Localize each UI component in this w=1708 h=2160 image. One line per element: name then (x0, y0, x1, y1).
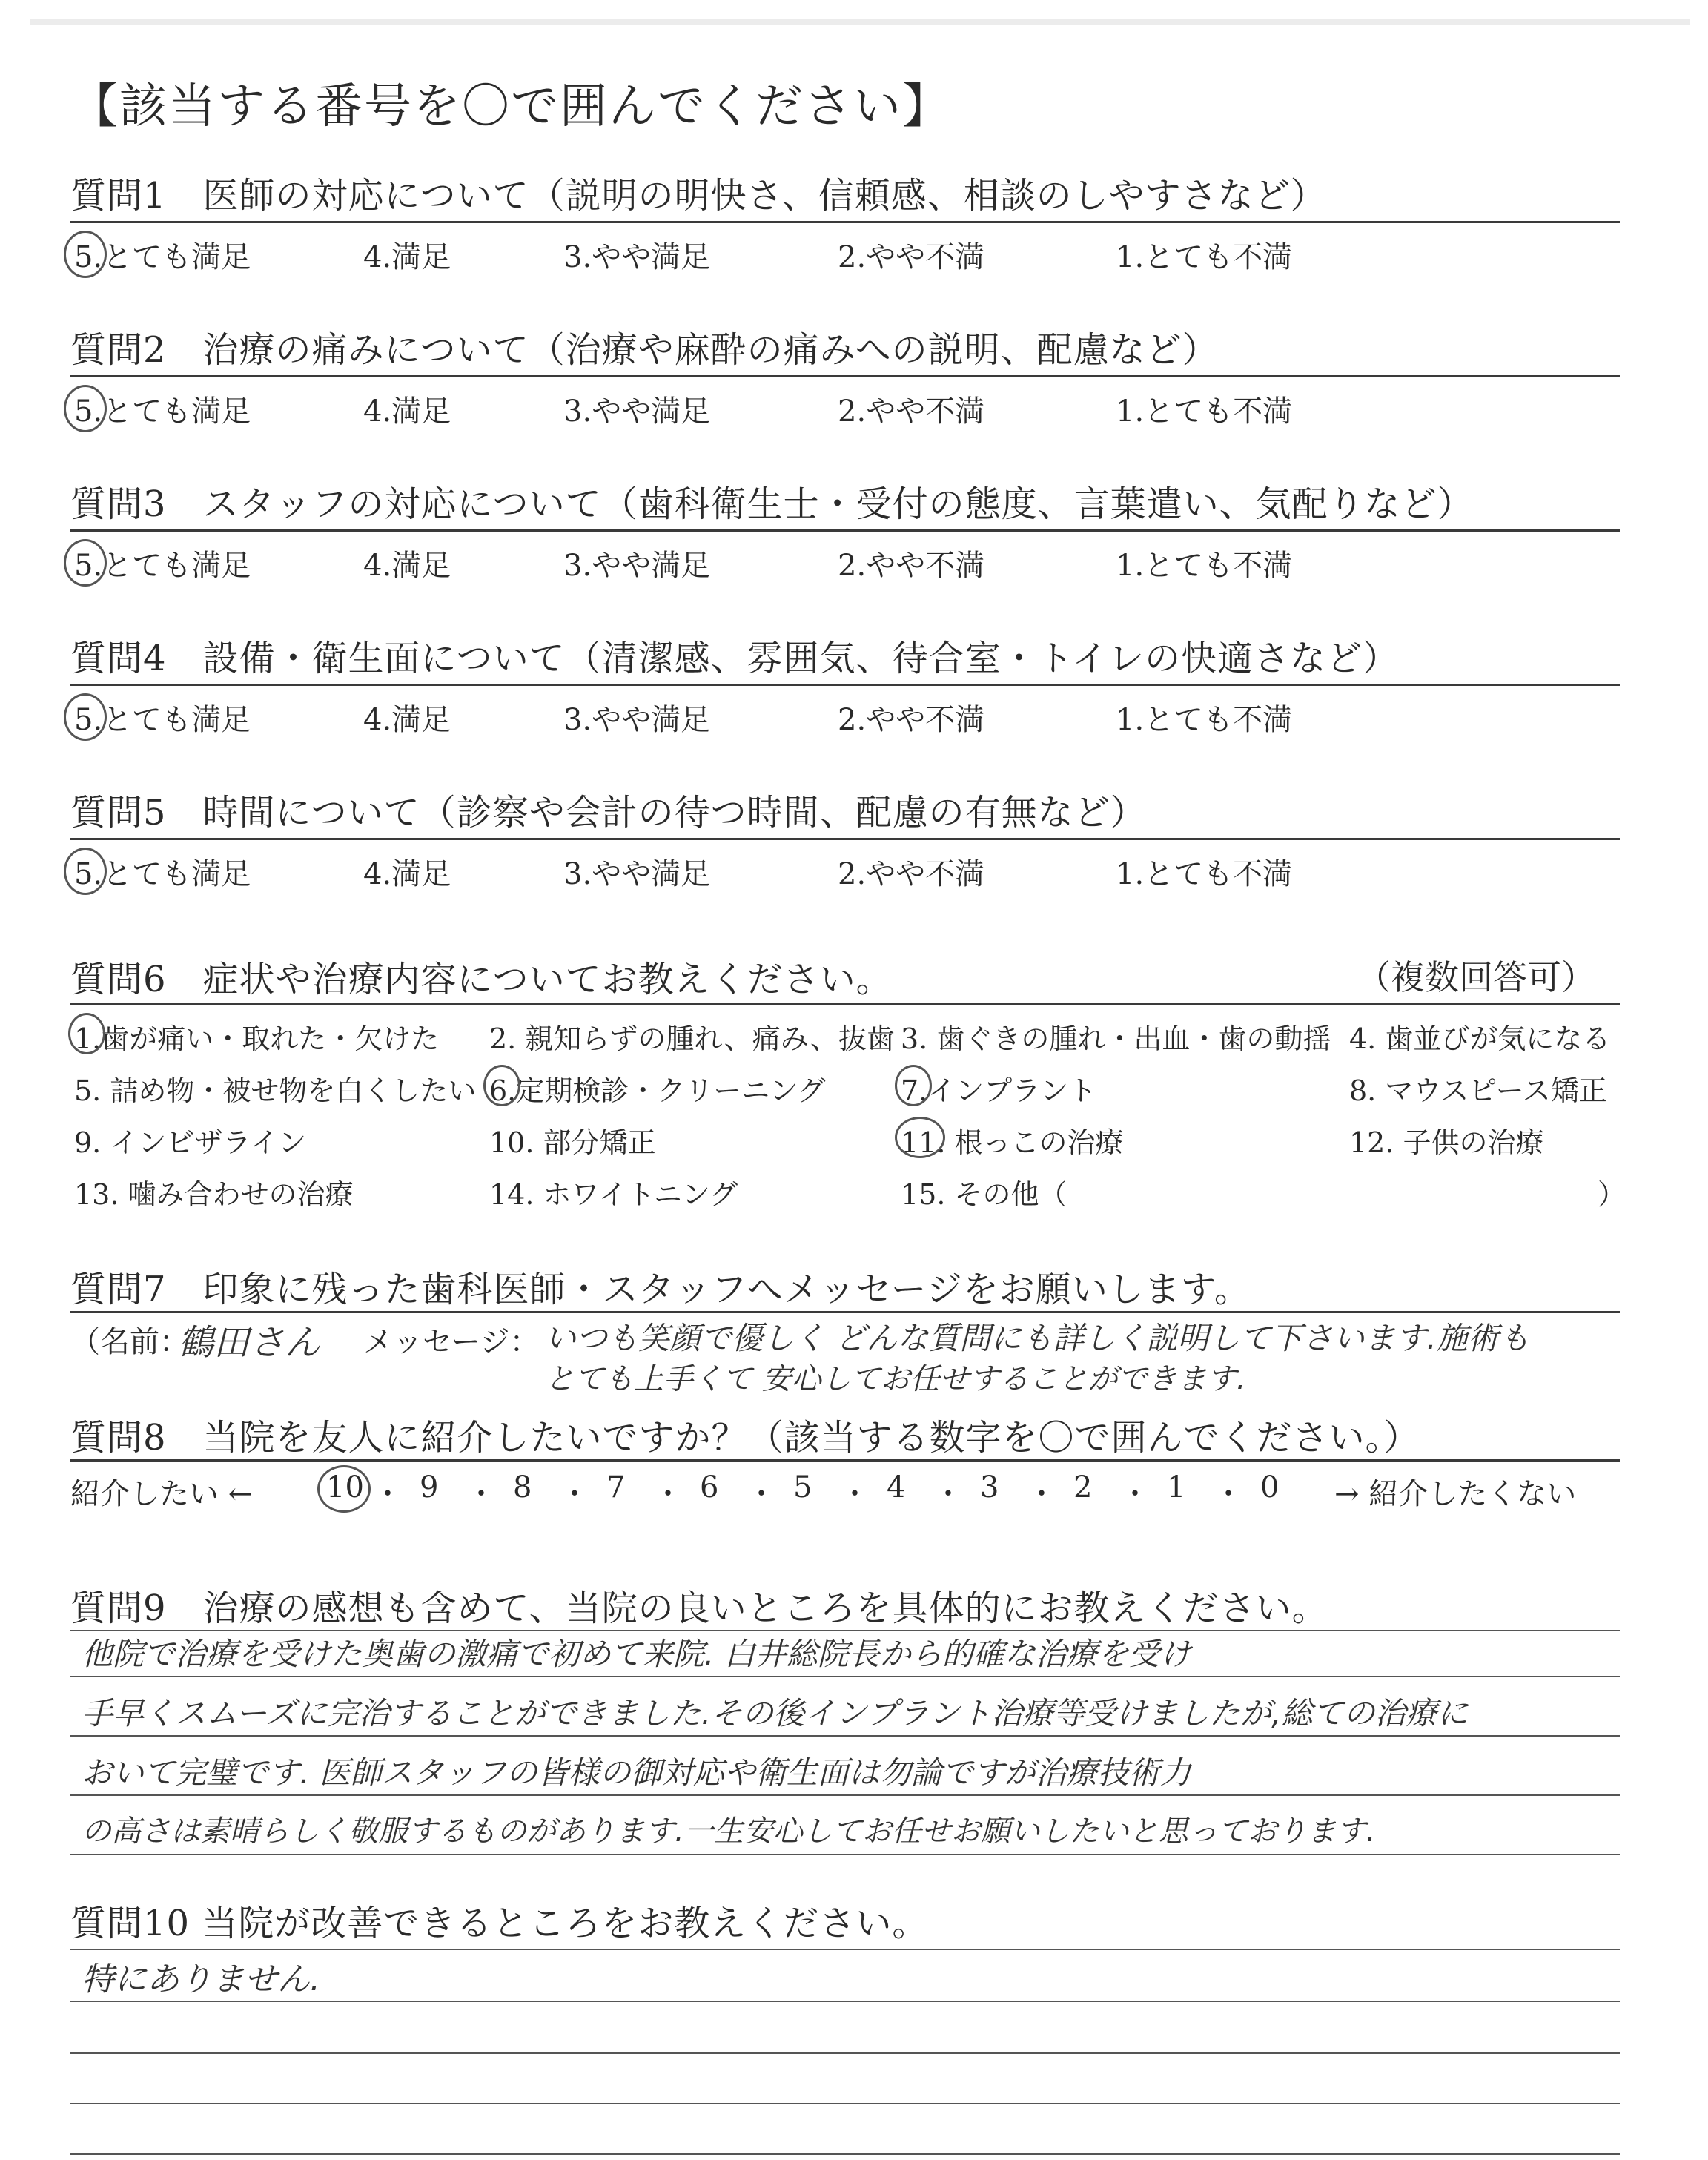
q3-option-2[interactable]: 2.やや不満 (838, 549, 985, 583)
q4-rule (70, 684, 1620, 686)
q6-option-7[interactable]: 7.インプラント (901, 1074, 1097, 1107)
q2-option-5[interactable]: 5.とても満足 (74, 394, 251, 429)
q6-option-8[interactable]: 8. マウスピース矯正 (1349, 1074, 1607, 1107)
page-heading: 【該当する番号を〇で囲んでください】 (70, 79, 951, 134)
q8-scale-5[interactable]: 5 (793, 1470, 812, 1505)
q8-scale-separator: ・ (840, 1477, 870, 1511)
q6-option-15[interactable]: 15. その他（ (901, 1178, 1068, 1211)
q7-message-label: メッセージ： (363, 1325, 540, 1359)
q7-name-value[interactable]: 鶴田さん (178, 1322, 321, 1364)
q9-line-4 (70, 1854, 1620, 1855)
q8-scale-separator: ・ (933, 1477, 963, 1511)
q5-option-2[interactable]: 2.やや不満 (838, 857, 985, 891)
q10-line-4 (70, 2103, 1620, 2104)
q4-option-1[interactable]: 1.とても不満 (1116, 703, 1293, 737)
q6-option-10[interactable]: 10. 部分矯正 (489, 1126, 656, 1159)
q1-option-2[interactable]: 2.やや不満 (838, 240, 985, 274)
q3-selection-circle (64, 539, 107, 587)
q2-selection-circle (64, 385, 107, 432)
q1-title: 質問1 医師の対応について（説明の明快さ、信頼感、相談のしやすさなど） (70, 175, 1327, 217)
q7-name-label: （名前： (70, 1325, 189, 1359)
q8-scale-separator: ・ (373, 1477, 403, 1511)
q2-option-3[interactable]: 3.やや満足 (563, 394, 711, 429)
q9-answer-line-2[interactable]: 手早くスムーズに完治することができました.その後インプラント治療等受けましたが,総ての治療に (82, 1695, 1469, 1731)
q6-option-3[interactable]: 3. 歯ぐきの腫れ・出血・歯の動揺 (901, 1023, 1331, 1055)
q8-scale-9[interactable]: 9 (420, 1470, 439, 1505)
q8-scale-3[interactable]: 3 (980, 1470, 999, 1505)
q8-scale-6[interactable]: 6 (700, 1470, 719, 1505)
q7-title: 質問7 印象に残った歯科医師・スタッフへメッセージをお願いします。 (70, 1269, 1251, 1310)
q5-option-3[interactable]: 3.やや満足 (563, 857, 711, 891)
q3-option-3[interactable]: 3.やや満足 (563, 549, 711, 583)
q8-scale-10[interactable]: 10 (326, 1470, 364, 1505)
q9-title: 質問9 治療の感想も含めて、当院の良いところを具体的にお教えください。 (70, 1588, 1328, 1629)
q3-option-4[interactable]: 4.満足 (363, 549, 451, 583)
q10-line-2 (70, 2001, 1620, 2002)
q9-top-rule (70, 1630, 1620, 1631)
q4-option-4[interactable]: 4.満足 (363, 703, 451, 737)
q8-scale-separator: ・ (747, 1477, 776, 1511)
q8-scale-separator: ・ (1027, 1477, 1056, 1511)
q5-option-4[interactable]: 4.満足 (363, 857, 451, 891)
q2-option-1[interactable]: 1.とても不満 (1116, 394, 1293, 429)
q2-option-2[interactable]: 2.やや不満 (838, 394, 985, 429)
q10-line-3 (70, 2052, 1620, 2054)
q3-rule (70, 529, 1620, 532)
q6-option-14[interactable]: 14. ホワイトニング (489, 1178, 738, 1211)
q6-selection-circle-6 (483, 1065, 520, 1106)
q3-title: 質問3 スタッフの対応について（歯科衛生士・受付の態度、言葉遣い、気配りなど） (70, 483, 1474, 525)
q8-left-label: 紹介したい ← (70, 1477, 254, 1511)
q4-option-3[interactable]: 3.やや満足 (563, 703, 711, 737)
q8-scale-0[interactable]: 0 (1260, 1470, 1280, 1505)
q6-option-11[interactable]: 11. 根っこの治療 (901, 1126, 1124, 1159)
q7-rule (70, 1311, 1620, 1313)
q2-title: 質問2 治療の痛みについて（治療や麻酔の痛みへの説明、配慮など） (70, 329, 1219, 371)
q1-option-4[interactable]: 4.満足 (363, 240, 451, 274)
top-edge (30, 19, 1690, 25)
q8-scale-separator: ・ (653, 1477, 683, 1511)
q9-line-1 (70, 1676, 1620, 1677)
q8-selection-circle (317, 1465, 371, 1513)
q8-scale-4[interactable]: 4 (887, 1470, 906, 1505)
q10-line-1 (70, 1949, 1620, 1950)
q3-option-5[interactable]: 5.とても満足 (74, 549, 251, 583)
q10-title: 質問10 当院が改善できるところをお教えください。 (70, 1903, 929, 1944)
q9-answer-line-4[interactable]: の高さは素晴らしく敬服するものがあります.一生安心してお任せお願いしたいと思っております. (82, 1814, 1376, 1849)
q5-rule (70, 838, 1620, 840)
q1-option-5[interactable]: 5.とても満足 (74, 240, 251, 274)
q6-title: 質問6 症状や治療内容についてお教えください。 (70, 959, 893, 1000)
q1-option-1[interactable]: 1.とても不満 (1116, 240, 1293, 274)
q4-selection-circle (64, 693, 107, 741)
q6-selection-circle-7 (895, 1065, 932, 1106)
q9-line-2 (70, 1735, 1620, 1737)
q6-selection-circle-11 (895, 1117, 945, 1158)
q10-line-5 (70, 2153, 1620, 2155)
q2-rule (70, 375, 1620, 377)
q8-scale-2[interactable]: 2 (1073, 1470, 1093, 1505)
q8-scale-separator: ・ (466, 1477, 496, 1511)
q8-right-label: → 紹介したくない (1334, 1477, 1577, 1511)
q7-message-line2[interactable]: とても上手くて 安心してお任せすることができます. (545, 1362, 1246, 1396)
q8-rule (70, 1459, 1620, 1462)
q8-scale-1[interactable]: 1 (1167, 1470, 1186, 1505)
q5-option-5[interactable]: 5.とても満足 (74, 857, 251, 891)
q6-option-9[interactable]: 9. インビザライン (74, 1126, 307, 1159)
q5-option-1[interactable]: 1.とても不満 (1116, 857, 1293, 891)
q7-message-line1[interactable]: いつも笑顔で優しく どんな質問にも詳しく説明して下さいます.施術も (545, 1320, 1530, 1356)
q6-option-5[interactable]: 5. 詰め物・被せ物を白くしたい (74, 1074, 477, 1107)
q2-option-4[interactable]: 4.満足 (363, 394, 451, 429)
q3-option-1[interactable]: 1.とても不満 (1116, 549, 1293, 583)
q4-option-2[interactable]: 2.やや不満 (838, 703, 985, 737)
q6-note: （複数回答可） (1357, 957, 1595, 997)
q9-line-3 (70, 1794, 1620, 1796)
q8-scale-7[interactable]: 7 (606, 1470, 626, 1505)
q9-answer-line-1[interactable]: 他院で治療を受けた奥歯の激痛で初めて来院. 白井総院長から的確な治療を受け (82, 1636, 1191, 1672)
q6-option-6[interactable]: 6.定期検診・クリーニング (489, 1074, 826, 1107)
q1-rule (70, 221, 1620, 223)
q8-scale-separator: ・ (560, 1477, 589, 1511)
q10-answer[interactable]: 特にありません. (82, 1961, 320, 1998)
q8-title: 質問8 当院を友人に紹介したいですか？（該当する数字を〇で囲んでください。） (70, 1417, 1420, 1459)
q4-title: 質問4 設備・衛生面について（清潔感、雰囲気、待合室・トイレの快適さなど） (70, 638, 1400, 679)
q4-option-5[interactable]: 5.とても満足 (74, 703, 251, 737)
q1-option-3[interactable]: 3.やや満足 (563, 240, 711, 274)
q6-rule (70, 1003, 1620, 1005)
q1-selection-circle (64, 231, 107, 278)
q5-title: 質問5 時間について（診察や会計の待つ時間、配慮の有無など） (70, 792, 1147, 833)
q6-selection-circle-1 (68, 1013, 105, 1054)
q8-scale-separator: ・ (1214, 1477, 1243, 1511)
q8-scale-separator: ・ (1120, 1477, 1150, 1511)
q6-option-13[interactable]: 13. 噛み合わせの治療 (74, 1178, 354, 1211)
q8-scale-8[interactable]: 8 (513, 1470, 532, 1505)
q6-option-other-close: ） (1598, 1178, 1626, 1211)
q5-selection-circle (64, 848, 107, 895)
q6-option-2[interactable]: 2. 親知らずの腫れ、痛み、抜歯 (489, 1023, 895, 1055)
q6-option-4[interactable]: 4. 歯並びが気になる (1349, 1023, 1611, 1055)
q6-option-1[interactable]: 1.歯が痛い・取れた・欠けた (74, 1023, 440, 1055)
q6-option-12[interactable]: 12. 子供の治療 (1349, 1126, 1544, 1159)
q9-answer-line-3[interactable]: おいて完璧です. 医師スタッフの皆様の御対応や衛生面は勿論ですが治療技術力 (82, 1754, 1191, 1791)
